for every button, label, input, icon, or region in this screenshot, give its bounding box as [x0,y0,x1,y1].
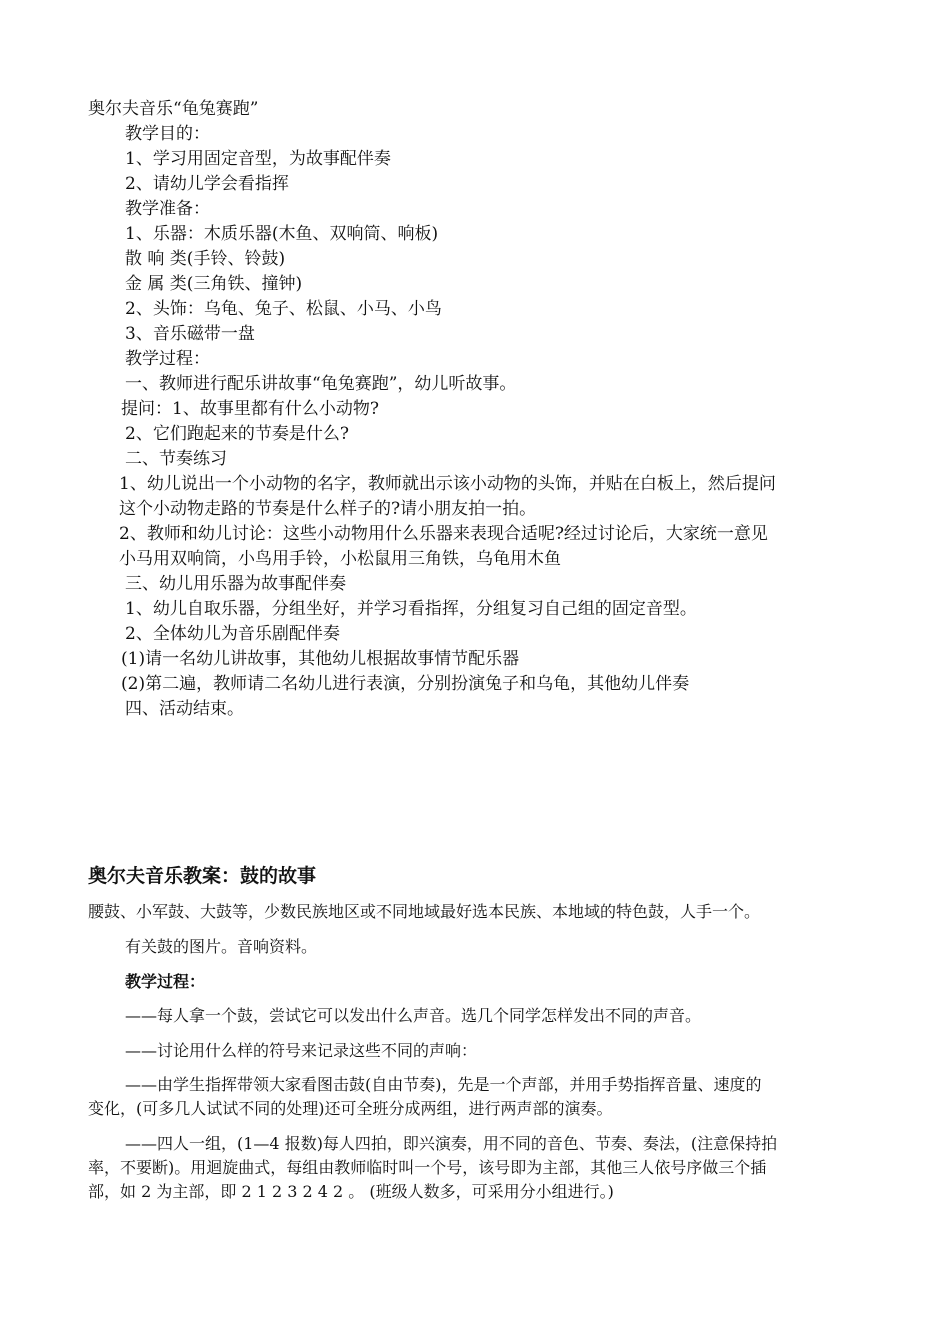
text-line: 散 响 类(手铃、铃鼓) [125,249,286,269]
text-line: 教学准备： [125,199,210,219]
text-line: 3、音乐磁带一盘 [125,324,255,344]
step-line: ——讨论用什么样的符号来记录这些不同的声响： [125,1041,478,1060]
text-line: 三、幼儿用乐器为故事配伴奏 [125,574,346,594]
lesson-title: 奥尔夫音乐“龟兔赛跑” [88,99,259,119]
text-line: 2、请幼儿学会看指挥 [125,174,289,194]
text-line: 教学目的： [125,124,210,144]
step-line: 率，不要断)。用迴旋曲式，每组由教师临时叫一个号，该号即为主部，其他三人依号序做三个插 [88,1158,767,1177]
text-line: 二、节奏练习 [125,449,227,469]
text-line: 这个小动物走路的节奏是什么样子的?请小朋友拍一拍。 [119,499,537,519]
step-line: 部，如 2 为主部，即 2 1 2 3 2 4 2 。 (班级人数多，可采用分小组进行。) [88,1182,614,1201]
step-line: ——由学生指挥带领大家看图击鼓(自由节奏)，先是一个声部，并用手势指挥音量、速度的 [125,1075,762,1094]
text-line: 小马用双响筒，小鸟用手铃，小松鼠用三角铁，乌龟用木鱼 [119,549,561,569]
process-heading: 教学过程： [125,972,206,991]
text-line: 1、幼儿自取乐器，分组坐好，并学习看指挥，分组复习自己组的固定音型。 [125,599,697,619]
text-line: 2、它们跑起来的节奏是什么? [125,424,349,444]
text-line: 1、幼儿说出一个小动物的名字，教师就出示该小动物的头饰，并贴在白板上，然后提问 [119,474,776,494]
text-line: (2)第二遍，教师请二名幼儿进行表演，分别扮演兔子和乌龟，其他幼儿伴奏 [121,674,690,694]
text-line: 教学过程： [125,349,210,369]
step-line: 变化，(可多几人试试不同的处理)还可全班分成两组，进行两声部的演奏。 [88,1099,613,1118]
text-line: 2、全体幼儿为音乐剧配伴奏 [125,624,340,644]
text-line: 1、学习用固定音型，为故事配伴奏 [125,149,391,169]
text-line: 四、活动结束。 [125,699,244,719]
text-line: 1、乐器：木质乐器(木鱼、双响筒、响板) [125,224,439,244]
step-line: ——每人拿一个鼓，尝试它可以发出什么声音。选几个同学怎样发出不同的声音。 [125,1006,702,1025]
section-heading: 奥尔夫音乐教案：鼓的故事 [88,865,317,887]
text-line: 2、头饰：乌龟、兔子、松鼠、小马、小鸟 [125,299,442,319]
text-line: 金 属 类(三角铁、撞钟) [125,274,303,294]
text-line: (1)请一名幼儿讲故事，其他幼儿根据故事情节配乐器 [121,649,520,669]
text-line: 提问：1、故事里都有什么小动物? [121,399,379,419]
step-line: ——四人一组，(1—4 报数)每人四拍，即兴演奏，用不同的音色、节奏、奏法，(注意保持拍 [125,1134,778,1153]
text-line: 一、教师进行配乐讲故事“龟兔赛跑”，幼儿听故事。 [125,374,517,394]
text-line: 2、教师和幼儿讨论：这些小动物用什么乐器来表现合适呢?经过讨论后，大家统一意见 [119,524,768,544]
pictures-line: 有关鼓的图片。音响资料。 [125,937,318,956]
materials-line: 腰鼓、小军鼓、大鼓等，少数民族地区或不同地域最好选本民族、本地域的特色鼓，人手一个。 [88,902,761,921]
